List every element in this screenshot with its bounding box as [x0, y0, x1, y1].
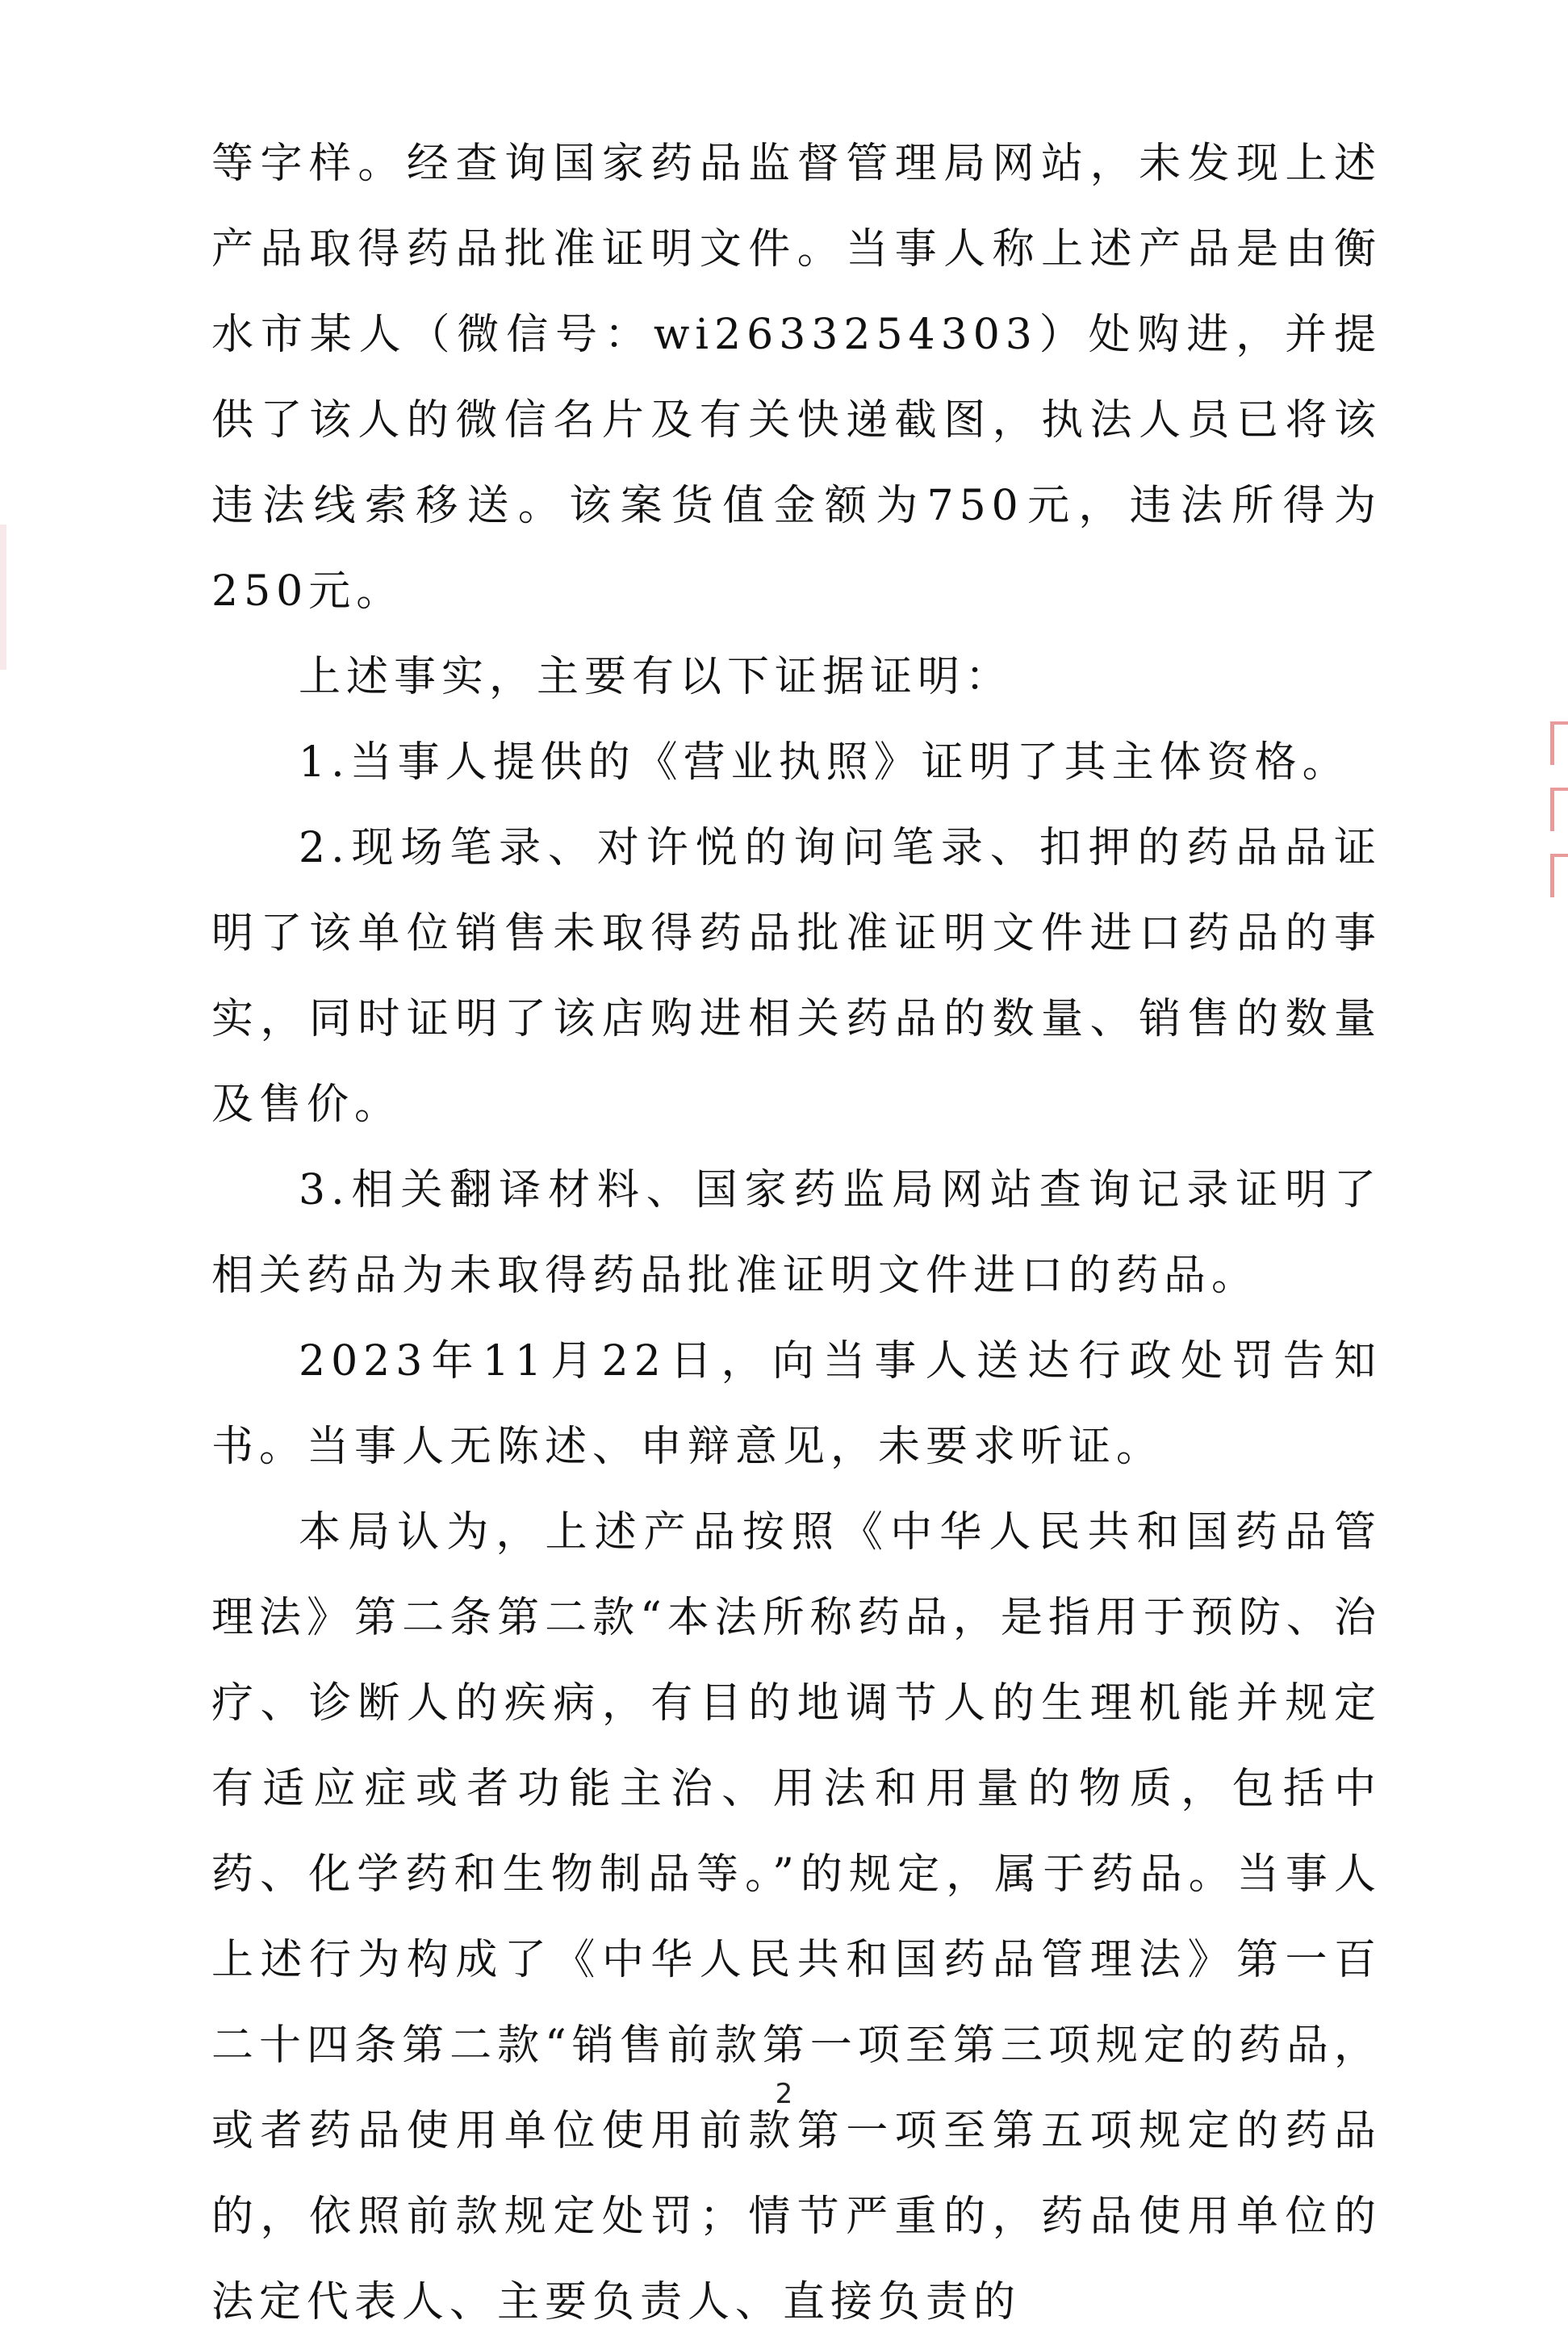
paragraph-7: 本局认为，上述产品按照《中华人民共和国药品管理法》第二条第二款“本法所称药品，是指用于预防、治疗、诊断人的疾病，有目的地调节人的生理机能并规定有适应症或者功能主治、用法和用量的物质，包括中药、化学药和生物制品等。”的规定，属于药品。当事人上述行为构成了《中华人民共和国药品管理法》第一百二十四条第二款“销售前款第一项至第三项规定的药品，或者药品使用单位使用前款第一项至第五项规定的药品的，依照前款规定处罚；情节严重的，药品使用单位的法定代表人、主要负责人、直接负责的 — [211, 1508, 1382, 2326]
paragraph-1: 等字样。经查询国家药品监督管理局网站，未发现上述产品取得药品批准证明文件。当事人称上述产品是由衡水市某人（微信号：wi2633254303）处购进，并提供了该人的微信名片及有关快递截图，执法人员已将该违法线索移送。该案货值金额为750元，违法所得为250元。 — [211, 140, 1382, 616]
seal-fragment — [1545, 710, 1568, 920]
paragraph-6: 2023年11月22日，向当事人送达行政处罚告知书。当事人无陈述、申辩意见，未要求听证。 — [211, 1337, 1382, 1471]
paragraph-4: 2.现场笔录、对许悦的询问笔录、扣押的药品品证明了该单位销售未取得药品批准证明文件进口药品的事实，同时证明了该店购进相关药品的数量、销售的数量及售价。 — [211, 824, 1382, 1129]
scan-edge-tint — [0, 525, 6, 670]
seal-mark — [1550, 788, 1568, 831]
paragraph-3: 1.当事人提供的《营业执照》证明了其主体资格。 — [299, 738, 1350, 787]
paragraph-5: 3.相关翻译材料、国家药监局网站查询记录证明了相关药品为未取得药品批准证明文件进口的药品。 — [211, 1166, 1382, 1300]
paragraph-2: 上述事实，主要有以下证据证明： — [299, 653, 1014, 701]
page-number: 2 — [775, 2078, 793, 2110]
seal-mark — [1550, 854, 1568, 897]
document-body — [211, 121, 1382, 2345]
seal-mark — [1550, 721, 1568, 765]
